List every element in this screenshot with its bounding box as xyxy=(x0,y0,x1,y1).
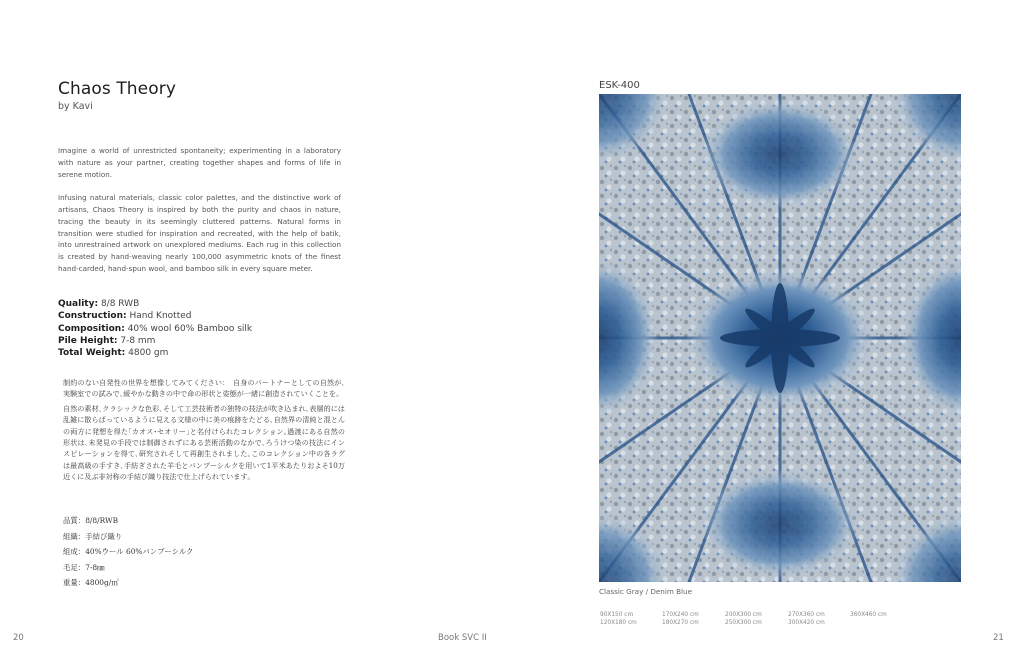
page-number-left: 20 xyxy=(13,633,24,643)
size-option: 90X150 cm xyxy=(600,612,634,618)
size-option: 200X300 cm xyxy=(725,612,762,618)
spec-label: Pile Height: xyxy=(58,335,118,346)
spec-value: 40% wool 60% Bamboo silk xyxy=(127,323,253,334)
jp-spec-label: 毛足： xyxy=(63,562,86,572)
spec-row-pile-height xyxy=(58,335,252,347)
rug-image xyxy=(599,94,961,582)
size-option: 360X460 cm xyxy=(850,612,887,618)
jp-paragraph: 自然の素材､クラシックな色彩､そして工芸技術者の独特の技法が吹き込まれ､表層的には乱雑に散らばっているように見える文様の中に美の痕跡をたどる､自然界の清純と混とんの両方に発想を得た｢カオス･セオリー｣と名付けられたコレクション｡過渡にある自然の形状は､未発見の手段では制御されずにある芸術活動のなかで､ろうけつ染の技法にインスピレーションを得て､研究されそして再創生されました｡このコレクション中の各ラグは最高級の手すき､手紡ぎされた羊毛とバンブーシルクを用いて1平米あたりおよそ10万近くに及ぶ非対称の手結び織り技法で仕上げられています｡ xyxy=(63,403,345,482)
intro-paragraph: Imagine a world of unrestricted spontaneity; experimenting in a laboratory with nature as your partner, creating together shapes and forms of life in serene motion. xyxy=(58,146,341,179)
spec-label: Quality: xyxy=(58,299,99,309)
size-column xyxy=(850,611,887,619)
jp-spec-row xyxy=(63,544,193,560)
size-column xyxy=(788,611,825,627)
size-option: 300X420 cm xyxy=(788,620,825,626)
size-option: 180X270 cm xyxy=(662,620,699,626)
size-column xyxy=(600,611,637,627)
jp-spec-label: 品質： xyxy=(63,516,86,525)
size-option: 120X180 cm xyxy=(600,620,637,626)
size-option: 270X360 cm xyxy=(788,612,825,618)
intro-paragraph: Infusing natural materials, classic color palettes, and the distinctive work of artisans, Chaos Theory is inspired by both the purity and chaos in nature, tracing the beauty in its seemingly cluttered patterns. Natural forms in transition were studied for inspiration and recreated, with the help of batik, into unrestrained artwork on unexplored mediums. Each rug in this collection is created by hand-weaving nearly 100,000 asymmetric knots of the finest hand-carded, hand-spun wool, and bamboo silk in every square meter. xyxy=(58,193,341,273)
jp-spec-row xyxy=(63,560,193,576)
jp-spec-row xyxy=(63,575,193,591)
spec-value: 7-8 mm xyxy=(120,335,156,346)
spec-value: Hand Knotted xyxy=(129,311,192,322)
intro-text xyxy=(58,145,341,287)
spec-row-composition xyxy=(58,323,252,335)
spec-row-total-weight xyxy=(58,347,252,359)
product-code: ESK-400 xyxy=(599,80,640,91)
designer-byline: by Kavi xyxy=(58,101,93,112)
jp-spec-value: 40%ウール 60%バンブーシルク xyxy=(85,547,194,557)
spec-row-quality xyxy=(58,298,252,310)
jp-spec-label: 重量： xyxy=(63,578,86,588)
spec-label: Total Weight: xyxy=(58,348,126,359)
spec-label: Construction: xyxy=(58,311,127,322)
colorway-label: Classic Gray / Denim Blue xyxy=(599,587,693,596)
book-footer-title: Book SVC II xyxy=(438,633,487,643)
size-option: 250X300 cm xyxy=(725,620,762,626)
spec-list xyxy=(58,298,252,359)
jp-paragraph: 制約のない自発性の世界を想像してみてください： 自身のパートナーとしての自然が､実験室での試みで､緩やかな動きの中で命の形状と姿態が一緒に創造されていくことを。 xyxy=(63,378,345,399)
spec-row-construction xyxy=(58,310,252,322)
japanese-description xyxy=(63,377,345,486)
rug-bottom-medallion xyxy=(700,469,860,579)
jp-spec-value: 手結び織り xyxy=(85,531,123,541)
jp-spec-value: 7-8㎜ xyxy=(85,562,105,572)
jp-spec-label: 組成： xyxy=(63,547,86,557)
japanese-spec-list xyxy=(63,513,193,591)
page-number-right: 21 xyxy=(993,633,1004,643)
jp-spec-value: 4800g/㎡ xyxy=(85,578,119,588)
jp-spec-row xyxy=(63,513,193,529)
page-title: Chaos Theory xyxy=(58,79,176,99)
size-option: 170X240 cm xyxy=(662,612,699,618)
spec-value: 4800 gm xyxy=(128,348,169,359)
jp-spec-value: 8/8/RWB xyxy=(85,516,119,525)
rug-top-medallion xyxy=(700,99,860,209)
jp-spec-label: 組織： xyxy=(63,531,86,541)
spec-label: Composition: xyxy=(58,323,125,334)
size-column xyxy=(725,611,762,627)
spec-value: 8/8 RWB xyxy=(100,299,140,309)
jp-spec-row xyxy=(63,529,193,545)
size-column xyxy=(662,611,699,627)
